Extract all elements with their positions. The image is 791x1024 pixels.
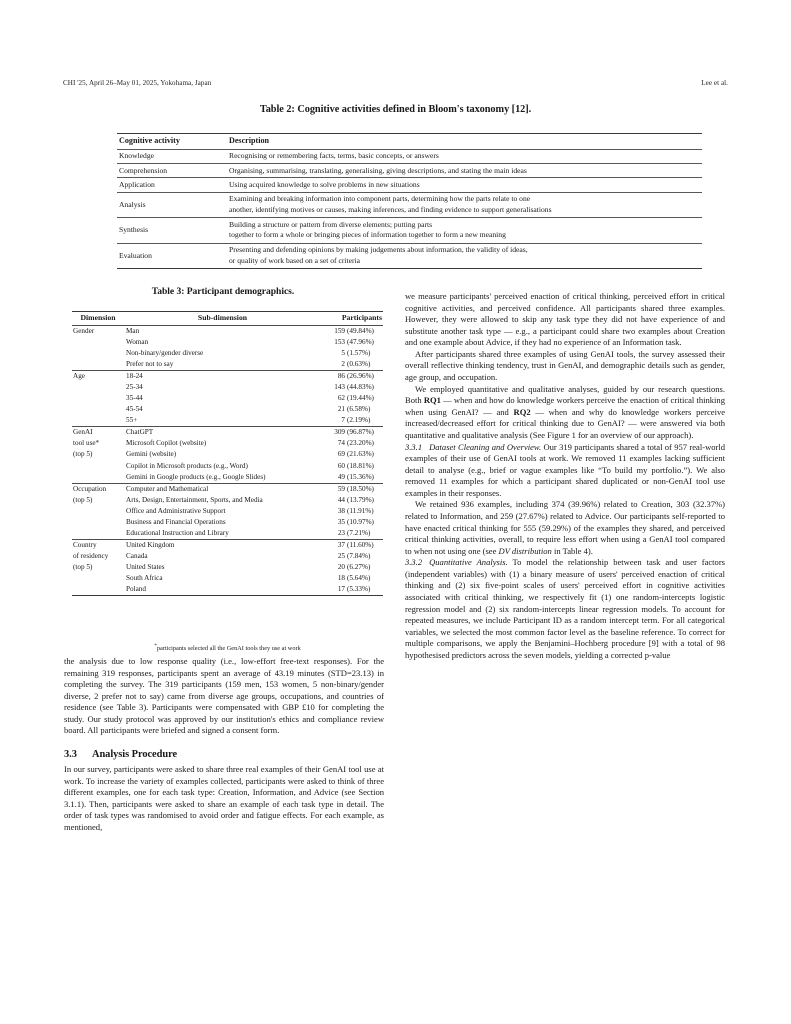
table3-row xyxy=(72,584,383,596)
table2-cell-activity: Analysis xyxy=(117,192,223,217)
table3-cell-dimension: of residency xyxy=(73,552,109,561)
table3-cell-dimension: GenAI xyxy=(72,427,123,439)
table3-col-header-subdimension: Sub-dimension xyxy=(123,312,319,326)
table3-cell-percent: (11.91%) xyxy=(347,506,374,515)
table2-cell-activity: Synthesis xyxy=(117,218,223,243)
table2-cell-description: Building a structure or pattern from diverse elements; putting parts together to form a whole or bringing pieces of information together to form a new meaning xyxy=(223,218,702,243)
rq-text-c: — when and why do knowledge workers perceive increased/decreased effort for critical thinking due to GenAI? — were answered via both quantitative and qualitative analysis (See Figure 1 for an overview of our approach). xyxy=(405,406,726,440)
table3-cell-count: 44 xyxy=(337,495,345,504)
table3-cell-percent: (11.60%) xyxy=(347,539,383,551)
table3-row xyxy=(72,483,383,495)
table3-row xyxy=(72,573,383,584)
paragraph-analysis-procedure: In our survey, participants were asked to share three real examples of their GenAI tool use at work. To increase the variety of examples collected, participants were asked to think of three different examples, one for each task type: Creation, Information, and Advice (see Section 3.1.1). Then, participants were asked to share an example of each task type in detail. The order of task types was randomised to avoid order and fatigue effects. For each example, as mentioned, xyxy=(64,764,384,833)
table3-row xyxy=(72,427,383,439)
table3-row xyxy=(72,460,383,471)
running-head xyxy=(63,79,728,91)
table2-cell-description: Recognising or remembering facts, terms, basic concepts, or answers xyxy=(223,149,702,163)
running-head-left: CHI '25, April 26–May 01, 2025, Yokohama, Japan xyxy=(63,79,212,87)
table3-cell-count: 5 xyxy=(341,348,345,357)
table3-cell-subdimension: United Kingdom xyxy=(123,539,319,551)
table2-row xyxy=(117,149,702,163)
table3-cell-dimension xyxy=(72,337,123,348)
table3-cell-subdimension: Prefer not to say xyxy=(126,359,174,368)
table3-cell-count: 7 xyxy=(341,416,345,425)
table3-cell-dimension: Country xyxy=(72,539,123,551)
table3-row xyxy=(72,438,383,449)
rq-text-b: — when and how do knowledge workers perceive the enaction of critical thinking when using GenAI? — and xyxy=(405,395,725,417)
subsection-331-number: 3.3.1 xyxy=(405,441,423,452)
table2-col-header-description: Description xyxy=(223,134,702,150)
table3-cell-count: 37 xyxy=(319,539,347,551)
table3 xyxy=(72,311,383,596)
table3-row xyxy=(72,393,383,404)
table2-row xyxy=(117,178,702,192)
table3-cell-count: 23 xyxy=(337,528,345,537)
table3-cell-percent: (0.63%) xyxy=(347,359,371,368)
table3-cell-count: 21 xyxy=(337,405,345,414)
table3-cell-dimension: Occupation xyxy=(72,483,123,495)
paragraph-retained-examples xyxy=(405,499,725,557)
table3-row xyxy=(72,517,383,528)
table3-cell-count: 17 xyxy=(319,584,347,596)
table3-cell-dimension xyxy=(72,506,123,517)
table3-cell-dimension xyxy=(72,584,123,596)
table3-cell-subdimension: Woman xyxy=(126,337,149,346)
table3-cell-percent: (7.21%) xyxy=(347,528,371,537)
table3-cell-subdimension: Man xyxy=(123,325,319,337)
table3-cell-count: 59 xyxy=(319,483,347,495)
table3-cell-percent: (96.87%) xyxy=(347,427,383,439)
table2-row xyxy=(117,164,702,178)
section-heading-analysis-procedure xyxy=(64,748,384,762)
table3-cell-dimension: (top 5) xyxy=(73,450,93,459)
table3-cell-subdimension: 35-44 xyxy=(126,394,143,403)
table3-row xyxy=(72,337,383,348)
table3-cell-dimension: Age xyxy=(72,370,123,382)
table3-cell-subdimension: Microsoft Copilot (website) xyxy=(126,439,207,448)
table3-row xyxy=(72,370,383,382)
section-title: Analysis Procedure xyxy=(92,748,178,760)
paragraph-after-examples: After participants shared three examples of using GenAI tools, the survey assessed their overall reflective thinking tendency, trust in GenAI, and demographic details such as gender, age group, and occupation. xyxy=(405,348,725,383)
table2-row xyxy=(117,218,702,243)
table3-row xyxy=(72,528,383,540)
dv-distribution-italic: DV distribution xyxy=(498,545,552,556)
table3-cell-count: 38 xyxy=(337,506,345,515)
table3-cell-subdimension: United States xyxy=(126,563,165,572)
table2 xyxy=(117,133,702,269)
table2-cell-description: Examining and breaking information into component parts, determining how the parts relate to one another, identifying motives or causes, making inferences, and finding evidence to support generalisations xyxy=(223,192,702,217)
table2-cell-description: Presenting and defending opinions by making judgements about information, the validity of ideas, or quality of work based on a set of criteria xyxy=(223,243,702,268)
table3-cell-count: 18 xyxy=(337,574,345,583)
table3-cell-count: 2 xyxy=(341,359,345,368)
table3-cell-subdimension: 45-54 xyxy=(126,405,143,414)
table3-cell-subdimension: Canada xyxy=(126,552,148,561)
table2-cell-description: Organising, summarising, translating, generalising, giving descriptions, and stating the main ideas xyxy=(223,164,702,178)
table3-cell-subdimension: 18-24 xyxy=(123,370,319,382)
table3-row xyxy=(72,325,383,337)
table3-cell-subdimension: 25-34 xyxy=(126,383,143,392)
table3-row xyxy=(72,495,383,506)
table3-row xyxy=(72,449,383,460)
running-head-right: Lee et al. xyxy=(701,79,728,87)
section-number: 3.3 xyxy=(64,748,77,760)
table3-cell-subdimension: Gemini (website) xyxy=(126,450,177,459)
right-column xyxy=(405,291,725,662)
table3-row xyxy=(72,471,383,483)
table3-footnote-marker: * xyxy=(154,643,157,649)
table3-cell-dimension xyxy=(72,460,123,471)
table3-cell-count: 153 xyxy=(334,337,345,346)
table3-cell-percent: (13.79%) xyxy=(347,495,374,504)
table3-cell-count: 74 xyxy=(337,439,345,448)
table3-footnote xyxy=(72,643,383,652)
table3-cell-subdimension: Gemini in Google products (e.g., Google Slides) xyxy=(126,472,266,481)
table3-cell-percent: (10.97%) xyxy=(347,517,374,526)
table2-cell-activity: Evaluation xyxy=(117,243,223,268)
subsection-331-body: Our 319 participants shared a total of 957 real-world examples of their use of GenAI tools at work. We removed 11 examples lacking sufficient detail to analyse (e.g., brief or vague examples like “To build my portfolio.”). We also removed 11 examples for which a participant shared duplicated or non-GenAI tool use examples in their responses. xyxy=(405,441,726,498)
table3-cell-dimension: tool use* xyxy=(73,439,100,448)
table2-row xyxy=(117,192,702,217)
left-column xyxy=(64,656,384,834)
table3-cell-percent: (6.27%) xyxy=(347,563,371,572)
table3-cell-count: 62 xyxy=(337,394,345,403)
table3-cell-count: 309 xyxy=(319,427,347,439)
table3-cell-count: 143 xyxy=(334,383,345,392)
table3-cell-count: 60 xyxy=(337,461,345,470)
table3-cell-percent: (18.81%) xyxy=(347,461,374,470)
table3-cell-percent: (49.84%) xyxy=(347,325,383,337)
table3-cell-subdimension: Arts, Design, Entertainment, Sports, and Media xyxy=(126,495,263,504)
table3-cell-percent: (44.83%) xyxy=(347,383,374,392)
table3-cell-dimension xyxy=(72,393,123,404)
table3-cell-dimension xyxy=(72,528,123,540)
table2-caption: Table 2: Cognitive activities defined in Bloom's taxonomy [12]. xyxy=(259,104,532,115)
table3-row xyxy=(72,551,383,562)
subsection-332-number: 3.3.2 xyxy=(405,557,423,568)
table3-cell-subdimension: Poland xyxy=(123,584,319,596)
table3-cell-dimension: (top 5) xyxy=(73,495,93,504)
table3-cell-dimension xyxy=(72,348,123,359)
table3-cell-subdimension: South Africa xyxy=(126,574,163,583)
subsection-332 xyxy=(405,557,725,661)
paragraph-continued-left: the analysis due to low response quality (i.e., low-effort free-text responses). For the remaining 319 responses, participants spent an average of 43.19 minutes (STD=23.13) in completing the survey. The 319 participants (159 men, 153 women, 5 non-binary/gender diverse, 2 prefer not to say) came from diverse age groups, occupations, and countries of residence (see Table 3). Participants were compensated with GBP £10 for completing the study. Our study protocol was approved by our institution's ethics and compliance review board. All participants were briefed and signed a consent form. xyxy=(64,656,384,736)
table3-row xyxy=(72,415,383,427)
table3-cell-percent: (15.36%) xyxy=(347,472,374,481)
table3-cell-percent: (26.96%) xyxy=(347,370,383,382)
table3-cell-percent: (2.19%) xyxy=(347,416,371,425)
table3-cell-subdimension: Educational Instruction and Library xyxy=(126,528,229,537)
table3-cell-percent: (47.96%) xyxy=(347,337,374,346)
paragraph-research-questions xyxy=(405,384,725,442)
table3-cell-subdimension: Computer and Mathematical xyxy=(123,483,319,495)
table3-row xyxy=(72,506,383,517)
table2-col-header-activity: Cognitive activity xyxy=(117,134,223,150)
table3-cell-dimension xyxy=(72,573,123,584)
retained-text-b: in Table 4). xyxy=(551,545,593,556)
table3-cell-percent: (5.33%) xyxy=(347,584,383,596)
table3-col-header-dimension: Dimension xyxy=(72,312,123,326)
table3-row xyxy=(72,539,383,551)
table3-cell-subdimension: Non-binary/gender diverse xyxy=(126,348,204,357)
table3-row xyxy=(72,359,383,371)
table3-cell-subdimension: Office and Administrative Support xyxy=(126,506,226,515)
table3-cell-dimension xyxy=(72,517,123,528)
table3-cell-count: 159 xyxy=(319,325,347,337)
table3-cell-dimension xyxy=(72,415,123,427)
table2-cell-activity: Knowledge xyxy=(117,149,223,163)
table3-cell-count: 69 xyxy=(337,450,345,459)
table3-cell-count: 20 xyxy=(337,563,345,572)
retained-text-a: We retained 936 examples, including 374 (39.96%) related to Creation, 303 (32.37%) related to Information, and 259 (27.67%) related to Advice. Our participants self-reported to have enacted critical thinking for 555 (59.29%) of the examples they shared, and perceived critical thinking activities, overall, to require less effort when using a GenAI tool compared to when not using one (see xyxy=(405,499,725,556)
table3-row xyxy=(72,562,383,573)
table3-cell-subdimension: Copilot in Microsoft products (e.g., Word) xyxy=(126,461,248,470)
table2-cell-description: Using acquired knowledge to solve problems in new situations xyxy=(223,178,702,192)
table3-cell-dimension xyxy=(72,404,123,415)
table3-cell-count: 86 xyxy=(319,370,347,382)
table2-header-row xyxy=(117,134,702,150)
table2-cell-activity: Comprehension xyxy=(117,164,223,178)
table3-cell-percent: (21.63%) xyxy=(347,450,374,459)
table3-footnote-text: participants selected all the GenAI tools they use at work xyxy=(156,645,301,653)
table2-cell-activity: Application xyxy=(117,178,223,192)
table3-cell-dimension: (top 5) xyxy=(73,563,93,572)
table3-cell-dimension xyxy=(72,382,123,393)
table2-row xyxy=(117,243,702,268)
paragraph-continued-right: we measure participants' perceived enaction of critical thinking, perceived effort in critical cognitive activities, and perceived confidence. All participants shared three examples. However, they were allowed to skip any task type they did not have experience of and substitute another task type — e.g., a participant could share two examples about Creation and one example about Advice, if they had no experience of an Information task. xyxy=(405,291,725,348)
table3-cell-dimension: Gender xyxy=(72,325,123,337)
table3-row xyxy=(72,404,383,415)
table3-cell-dimension xyxy=(72,359,123,371)
table3-row xyxy=(72,348,383,359)
table3-col-header-participants: Participants xyxy=(319,312,383,326)
table3-cell-percent: (23.20%) xyxy=(347,439,374,448)
table3-row xyxy=(72,382,383,393)
table3-cell-dimension xyxy=(72,471,123,483)
subsection-331 xyxy=(405,442,725,500)
table3-cell-subdimension: 55+ xyxy=(126,416,138,425)
table3-cell-percent: (19.44%) xyxy=(347,394,374,403)
table3-cell-subdimension: Business and Financial Operations xyxy=(126,517,226,526)
table3-cell-percent: (6.58%) xyxy=(347,405,371,414)
subsection-332-title: Quantitative Analysis. xyxy=(429,557,508,568)
table3-cell-count: 35 xyxy=(337,517,345,526)
rq-text-a: We employed quantitative and qualitative analyses, guided by our research questions. Both xyxy=(405,383,725,406)
table3-header-row xyxy=(72,312,383,326)
table3-cell-count: 49 xyxy=(337,472,345,481)
subsection-331-title: Dataset Cleaning and Overview. xyxy=(429,441,542,452)
table3-cell-percent: (18.50%) xyxy=(347,483,383,495)
table3-cell-percent: (7.84%) xyxy=(347,552,371,561)
table3-cell-percent: (1.57%) xyxy=(347,348,371,357)
rq2-label: RQ2 xyxy=(513,406,531,417)
table3-cell-subdimension: ChatGPT xyxy=(123,427,319,439)
table3-cell-percent: (5.64%) xyxy=(347,574,371,583)
rq1-label: RQ1 xyxy=(423,395,441,406)
table3-caption: Table 3: Participant demographics. xyxy=(151,286,295,297)
table3-cell-count: 25 xyxy=(337,552,345,561)
subsection-332-body: To model the relationship between task and user factors (independent variables) with (1) a binary measure of users' perceived enaction of critical thinking and (2) six five-point scales of users' perceived effort in cognitive activities associated with critical thinking, we respectively fit (1) one random-intercepts logistic regression model and (2) six random-intercepts linear regression models. To account for repeated measures, we include Participant ID as a random intercept term. For all categorical variables, we selected the most common factor level as the baseline reference. To correct for multiple comparisons, we apply the Benjamini–Hochberg procedure [9] with a total of 98 hypothesised predictors across the seven models, yielding a corrected p-value xyxy=(405,557,725,660)
